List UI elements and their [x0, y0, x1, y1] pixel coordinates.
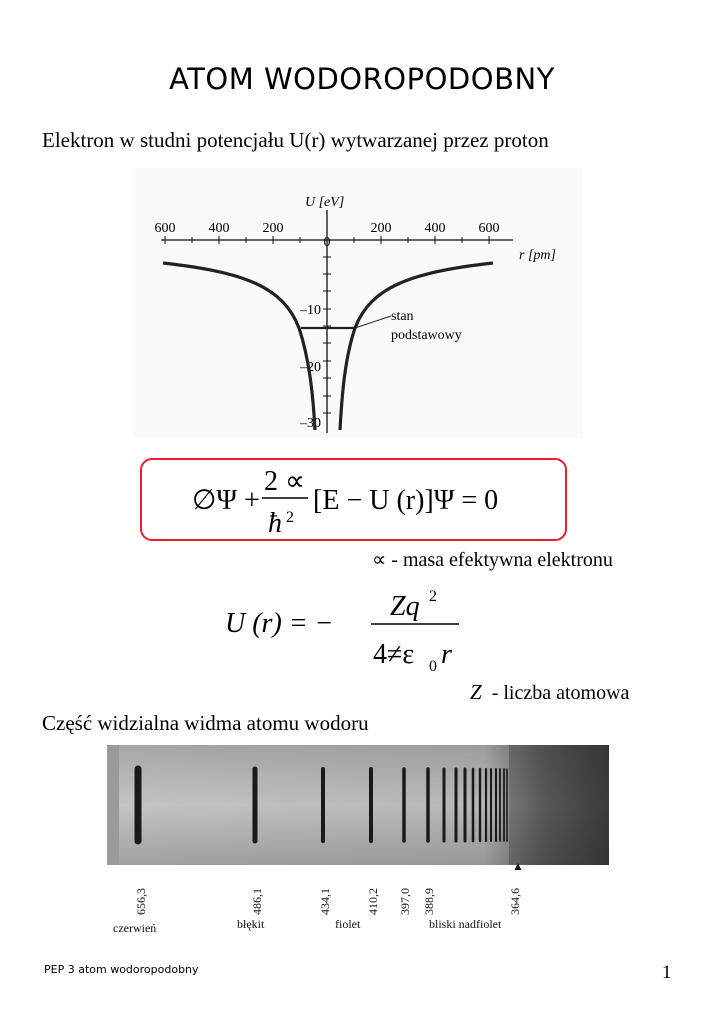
z-note-text: - liczba atomowa	[491, 682, 630, 704]
wavelength-label: 434,1	[318, 888, 332, 915]
x-tick-label: 200	[262, 221, 284, 236]
z-note	[470, 680, 629, 705]
coulomb-equation	[225, 585, 485, 675]
x-axis-label: r [pm]	[519, 248, 556, 263]
wavelength-label: 656,3	[134, 888, 148, 915]
potential-well-figure	[133, 168, 583, 438]
hydrogen-spectrum	[107, 745, 609, 940]
equation-bracket-term: [E − U (r)]Ψ = 0	[313, 485, 499, 516]
coulomb-lhs: U (r) = −	[225, 608, 334, 639]
wavelength-label: 388,9	[422, 888, 436, 915]
equation-numerator: 2 ∝	[264, 466, 306, 497]
color-label: błękit	[237, 917, 265, 931]
schrodinger-equation	[140, 458, 567, 541]
coulomb-denominator-tail: r	[441, 639, 452, 670]
wavelength-label: 364,6	[508, 888, 522, 915]
intro-text: Elektron w studni potencjału U(r) wytwarzanej przez proton	[42, 128, 549, 152]
y-tick-label: –20	[300, 360, 321, 375]
x-tick-label: 600	[154, 221, 176, 236]
wavelength-label: 410,2	[366, 888, 380, 915]
y-axis-label: U [eV]	[305, 195, 345, 210]
wavelength-label: 397,0	[398, 888, 412, 915]
x-tick-label: 600	[478, 221, 500, 236]
x-tick-label: 400	[424, 221, 446, 236]
page-title: ATOM WODOROPODOBNY	[169, 62, 555, 96]
x-tick-label: 0	[323, 235, 331, 250]
y-tick-label: –10	[300, 303, 321, 318]
coulomb-denominator-sub: 0	[429, 658, 437, 675]
coulomb-denominator: 4≠ε	[373, 639, 415, 670]
footer: PEP 3 atom wodoropodobny	[44, 963, 199, 976]
page-number: 1	[662, 962, 672, 983]
limit-marker: ▲	[512, 859, 524, 873]
coulomb-numerator-power: 2	[429, 588, 437, 605]
annotation-stan: stan	[391, 309, 414, 324]
color-label: bliski nadfiolet	[429, 917, 502, 931]
spectrum-heading: Część widzialna widma atomu wodoru	[42, 711, 369, 735]
annotation-podstawowy: podstawowy	[391, 328, 462, 343]
color-label: fiolet	[335, 917, 361, 931]
x-tick-label: 200	[370, 221, 392, 236]
color-label: czerwień	[113, 921, 157, 935]
coulomb-numerator: Zq	[390, 591, 420, 622]
y-tick-label: –30	[300, 416, 321, 431]
z-symbol: Z	[470, 680, 482, 704]
wavelength-label: 486,1	[250, 888, 264, 915]
equation-denominator-power: 2	[286, 509, 294, 526]
x-tick-label: 400	[208, 221, 230, 236]
mass-note: ∝ - masa efektywna elektronu	[372, 549, 613, 571]
equation-lhs: ∅Ψ +	[192, 485, 260, 516]
equation-denominator: ħ	[268, 508, 282, 539]
